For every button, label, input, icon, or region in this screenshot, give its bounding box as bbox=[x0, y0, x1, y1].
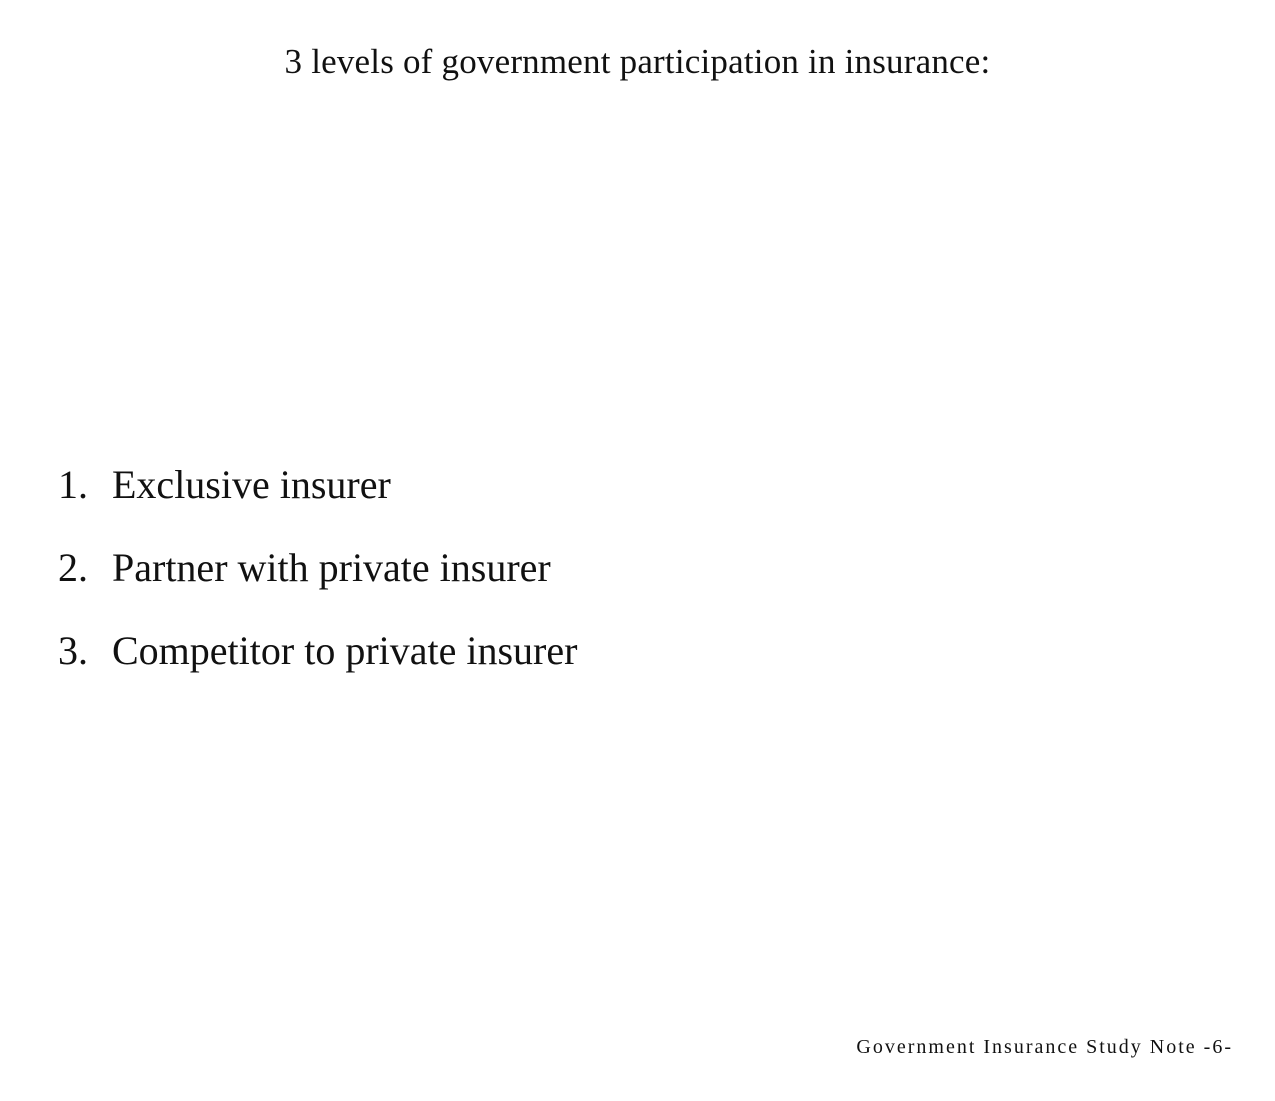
list-item-partner-with-private-insurer bbox=[58, 543, 577, 626]
footer-note: Government Insurance Study Note -6- bbox=[856, 1036, 1233, 1058]
list-item-text: Partner with private insurer bbox=[112, 545, 551, 590]
list-item-number: 2. bbox=[58, 545, 88, 590]
levels-list bbox=[58, 460, 577, 709]
list-item-text: Exclusive insurer bbox=[112, 462, 391, 507]
slide-title: 3 levels of government participation in insurance: bbox=[284, 42, 991, 81]
list-item-number: 1. bbox=[58, 462, 88, 507]
list-item-exclusive-insurer bbox=[58, 460, 577, 543]
list-item-text: Competitor to private insurer bbox=[112, 628, 578, 673]
list-item-number: 3. bbox=[58, 628, 88, 673]
list-item-competitor-to-private-insurer bbox=[58, 626, 577, 709]
